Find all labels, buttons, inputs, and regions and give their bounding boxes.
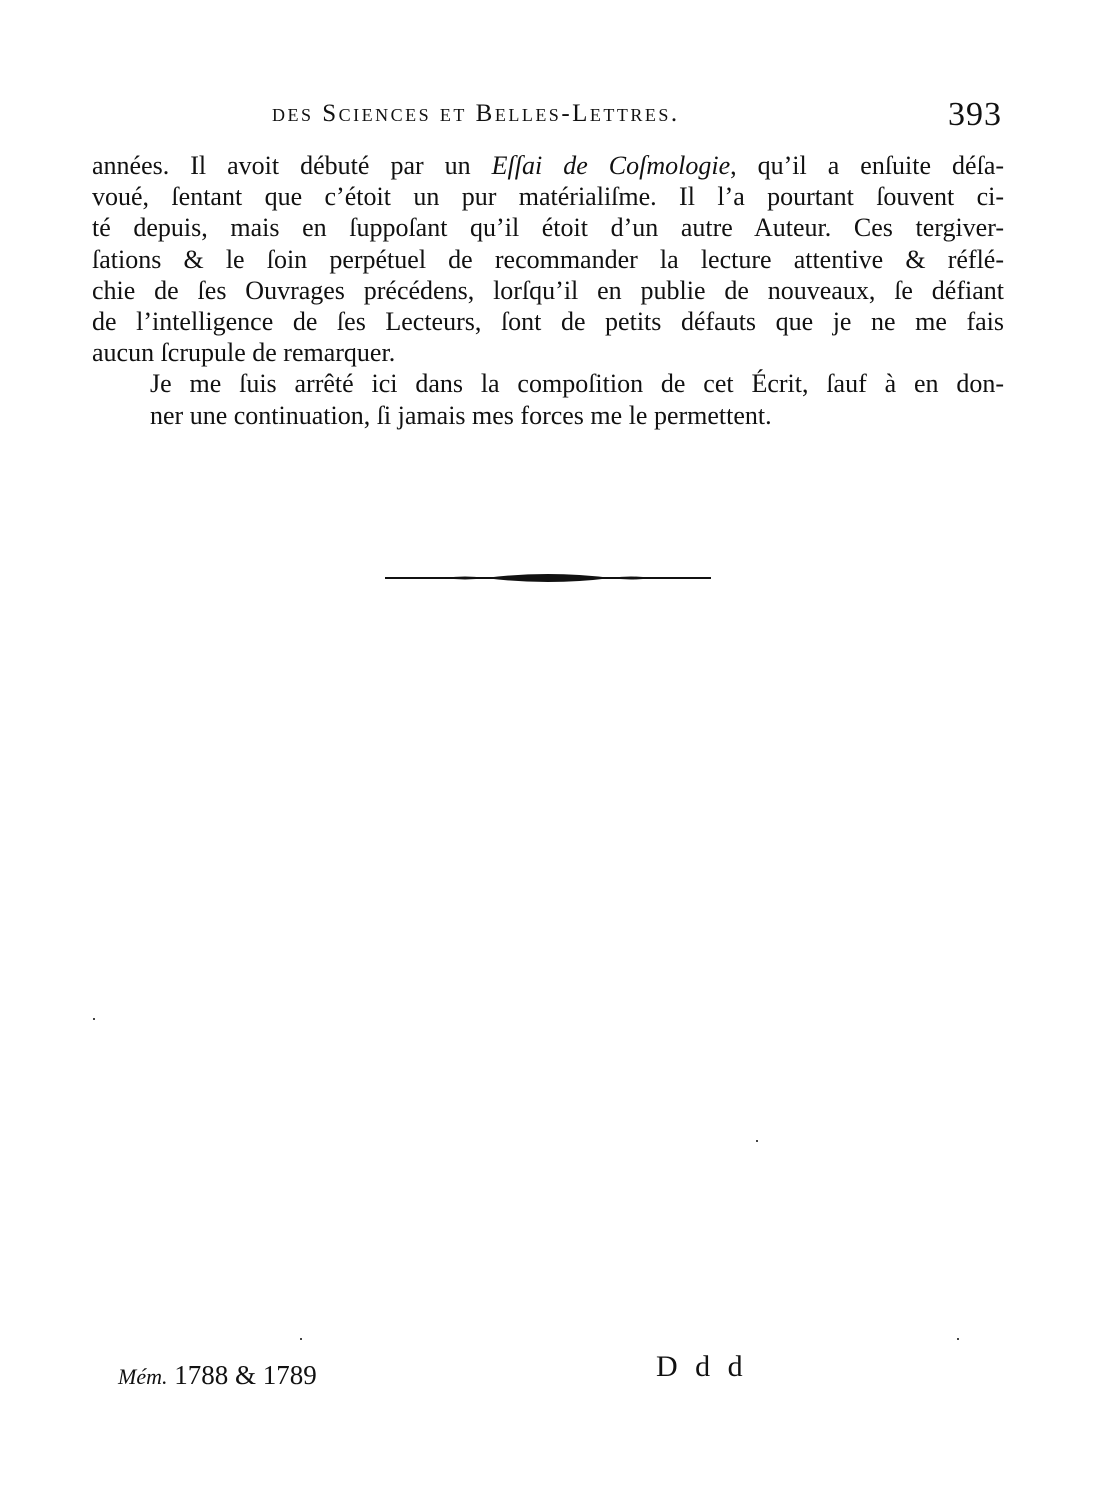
text-run: , qu’il a enſuite déſa- xyxy=(730,151,1005,180)
volume-reference xyxy=(118,1360,317,1391)
text-line: té depuis, mais en ſuppoſant qu’il étoit d’un autre Auteur. Ces tergiver- xyxy=(92,213,1004,243)
text-line: chie de ſes Ouvrages précédens, lorſqu’il en publie de nouveaux, ſe défiant xyxy=(92,275,1004,305)
text-line: de l’intelligence de ſes Lecteurs, ſont de petits défauts que je ne me fais xyxy=(92,307,1004,337)
text-line xyxy=(92,150,1004,181)
signature-mark: D d d xyxy=(656,1350,748,1383)
text-line: aucun ſcrupule de remarquer. xyxy=(92,338,396,368)
paragraph-1 xyxy=(92,150,1004,368)
text-run: années. Il avoit débuté par un xyxy=(92,151,492,180)
page-number: 393 xyxy=(948,96,1002,133)
running-head: des Sciences et Belles-Lettres. xyxy=(272,100,680,127)
paper-speck xyxy=(93,1018,95,1020)
volume-abbreviation: Mém. xyxy=(118,1364,168,1389)
paper-speck xyxy=(300,1338,302,1340)
text-line: Je me ſuis arrêté ici dans la compoſition de cet Écrit, ſauf à en don- xyxy=(150,369,1004,399)
text-line: voué, ſentant que c’étoit un pur matérialiſme. Il l’a pourtant ſouvent ci- xyxy=(92,182,1004,212)
volume-years: 1788 & 1789 xyxy=(174,1360,317,1390)
paper-speck xyxy=(957,1338,959,1340)
ornamental-rule xyxy=(385,571,711,585)
text-line: ſations & le ſoin perpétuel de recommander la lecture attentive & réflé- xyxy=(92,244,1004,274)
cited-work-title: Eſſai de Coſmologie xyxy=(491,151,731,180)
paragraph-2 xyxy=(92,368,1004,430)
body-text xyxy=(92,150,1004,431)
paper-speck xyxy=(756,1140,758,1142)
text-line: ner une continuation, ſi jamais mes forces me le permettent. xyxy=(150,400,772,430)
